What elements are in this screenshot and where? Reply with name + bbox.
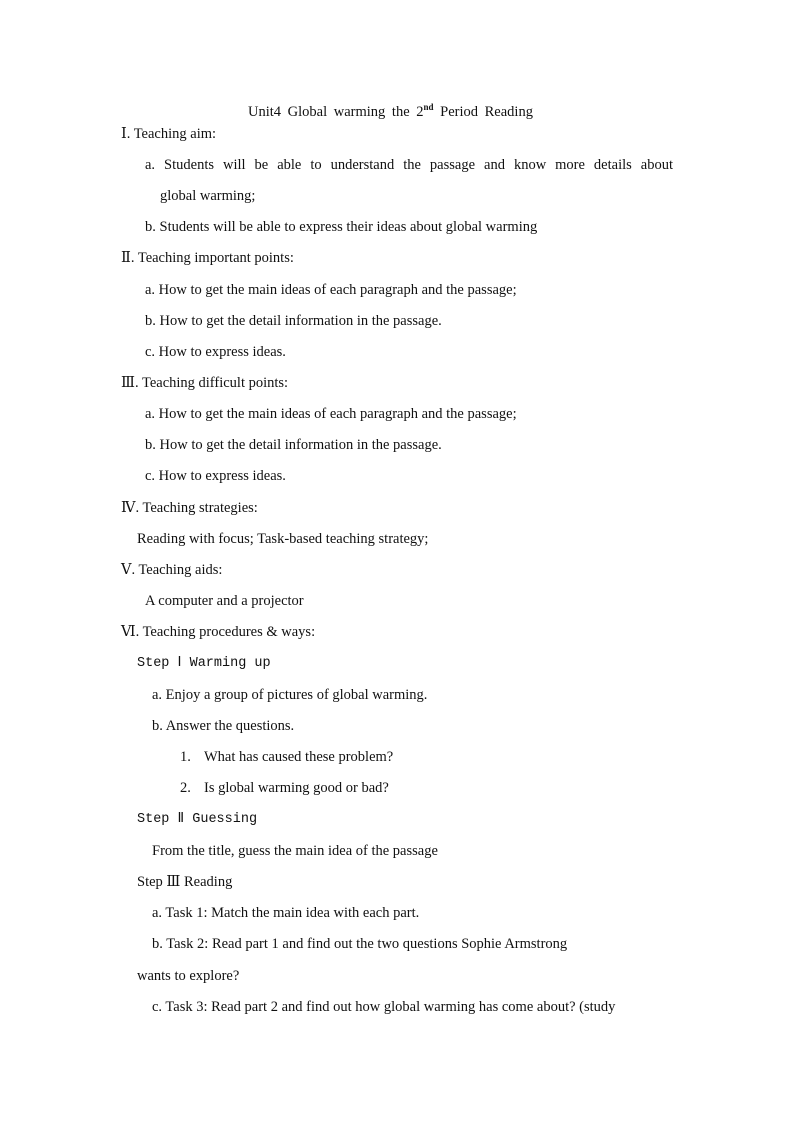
- question-2: [180, 779, 389, 797]
- task-2-line2: wants to explore?: [137, 968, 240, 984]
- title-end: Period Reading: [433, 104, 533, 120]
- section-2-item-a: a. How to get the main ideas of each paragraph and the passage;: [145, 282, 517, 298]
- task-2-line1: b. Task 2: Read part 1 and find out the two questions Sophie Armstrong: [152, 936, 568, 952]
- step-2-text: From the title, guess the main idea of the passage: [152, 843, 438, 859]
- section-3-item-b: b. How to get the detail information in the passage.: [145, 437, 442, 453]
- step-1-item-b: b. Answer the questions.: [152, 718, 295, 734]
- section-4-text: Reading with focus; Task-based teaching strategy;: [137, 531, 429, 547]
- step-1-item-a: a. Enjoy a group of pictures of global warming.: [152, 687, 428, 703]
- section-3-heading: Ⅲ. Teaching difficult points:: [121, 375, 289, 391]
- task-3: c. Task 3: Read part 2 and find out how global warming has come about? (study: [152, 999, 616, 1015]
- task-1: a. Task 1: Match the main idea with each part.: [152, 905, 420, 921]
- question-1-text: What has caused these problem?: [204, 749, 394, 765]
- section-2-item-b: b. How to get the detail information in the passage.: [145, 313, 442, 329]
- question-1-number: 1.: [180, 749, 191, 765]
- section-1-item-b: b. Students will be able to express their ideas about global warming: [145, 219, 538, 235]
- section-1-heading: Ⅰ. Teaching aim:: [121, 126, 217, 142]
- section-2-item-c: c. How to express ideas.: [145, 344, 286, 360]
- section-6-heading: Ⅵ. Teaching procedures & ways:: [121, 624, 316, 640]
- step-3-heading: Step Ⅲ Reading: [137, 874, 233, 890]
- section-4-heading: Ⅳ. Teaching strategies:: [121, 500, 258, 516]
- section-5-heading: Ⅴ. Teaching aids:: [121, 562, 223, 578]
- page-title: [248, 98, 533, 121]
- section-2-heading: Ⅱ. Teaching important points:: [121, 250, 294, 266]
- step-2-heading: Step Ⅱ Guessing: [137, 812, 258, 827]
- title-main: Unit4 Global warming the 2: [248, 104, 424, 120]
- section-5-text: A computer and a projector: [145, 593, 304, 609]
- section-3-item-c: c. How to express ideas.: [145, 468, 286, 484]
- question-1: [180, 748, 393, 766]
- question-2-number: 2.: [180, 780, 191, 796]
- section-1-item-a-line2: global warming;: [160, 188, 256, 204]
- step-1-heading: Step Ⅰ Warming up: [137, 656, 271, 671]
- section-3-item-a: a. How to get the main ideas of each paragraph and the passage;: [145, 406, 517, 422]
- title-superscript: nd: [423, 102, 434, 112]
- section-1-item-a-line1: a. Students will be able to understand the passage and know more details about: [145, 157, 673, 173]
- question-2-text: Is global warming good or bad?: [204, 780, 389, 796]
